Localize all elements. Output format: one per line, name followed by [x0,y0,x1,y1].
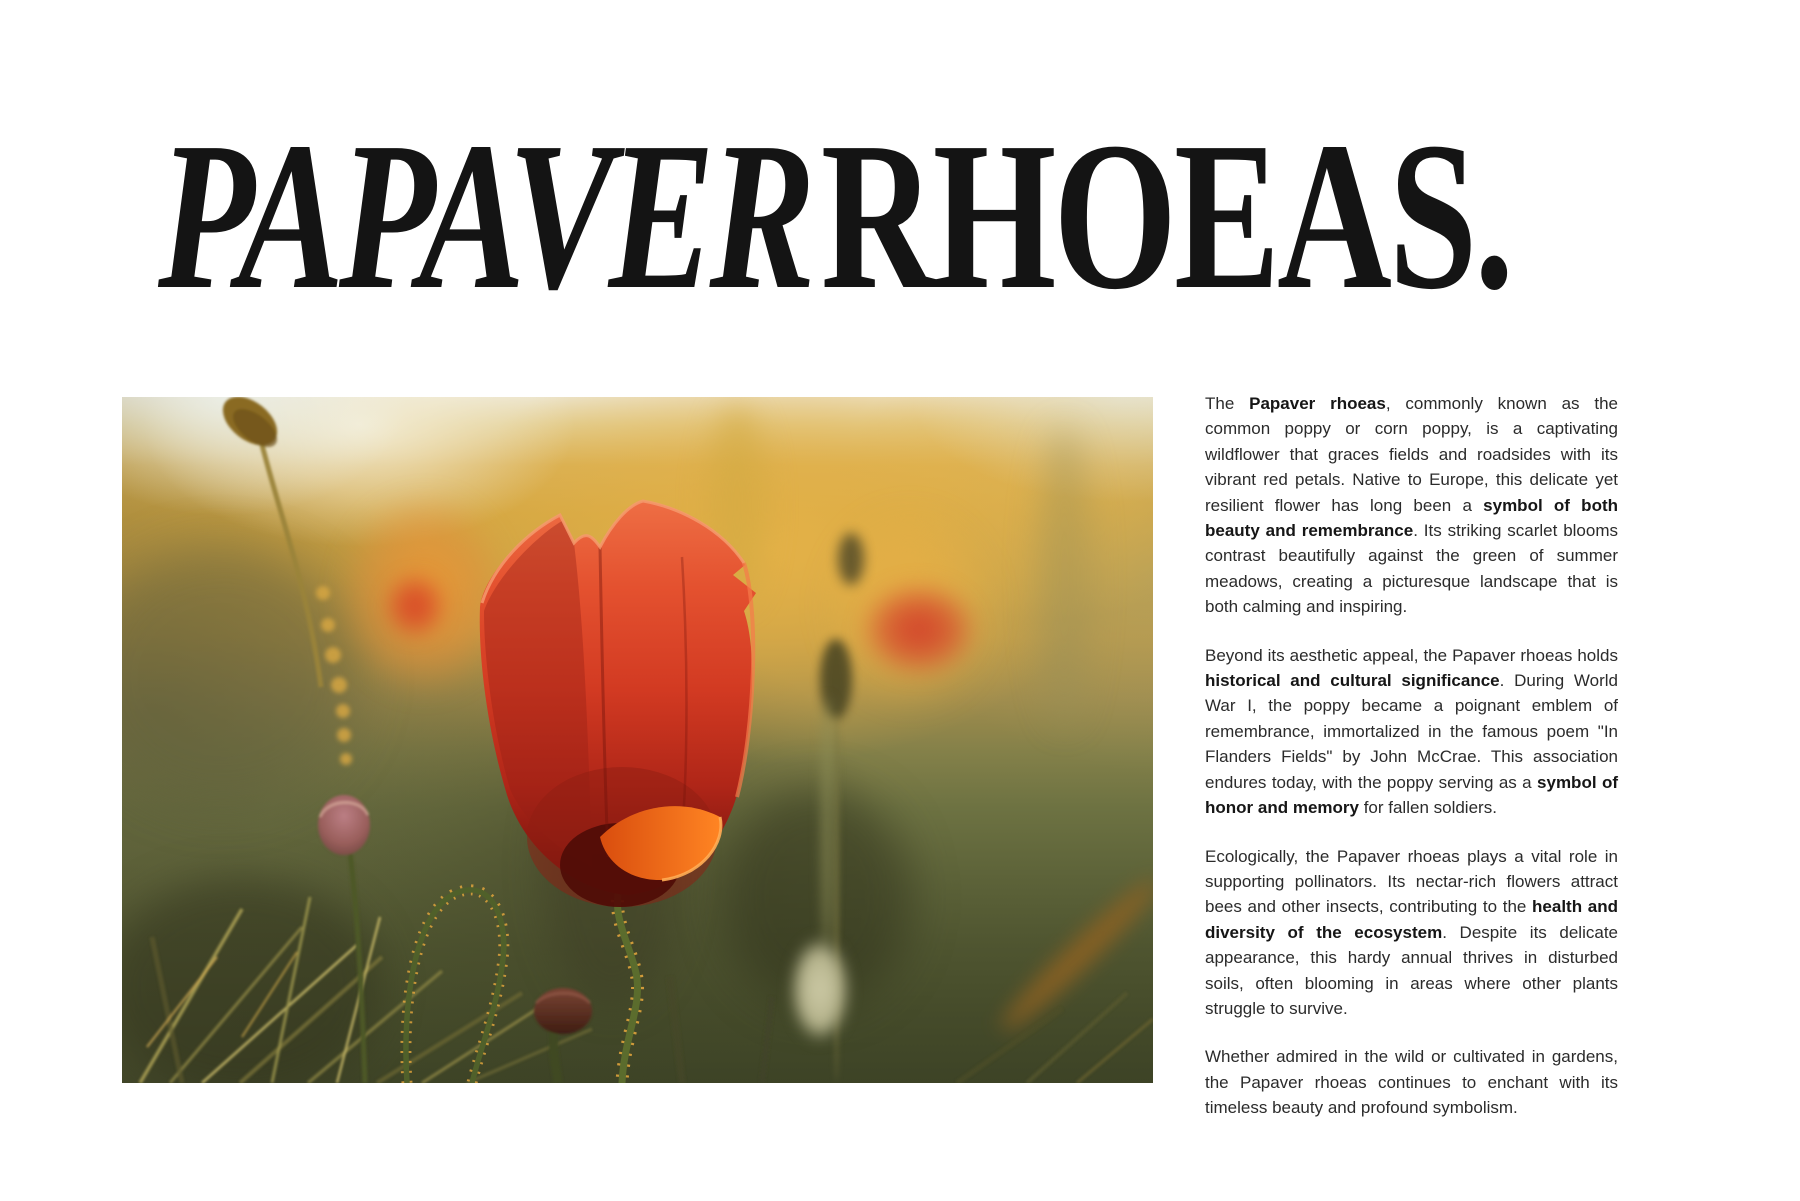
text-run: . During World War I, the poppy became a poignant emblem of remembrance, immortalized in the famous poem "In Flanders Fields" by John McCrae. This association endures today, with the poppy serving as a [1205,671,1618,792]
bold-phrase: historical and cultural significance [1205,671,1500,691]
article-text-column [1205,391,1618,1144]
text-run: for fallen soldiers. [1358,798,1497,818]
bold-phrase: Papaver rhoeas [1249,394,1386,413]
poppy-flower [480,501,756,907]
bold-phrase: health and diversity of the ecosystem [1205,897,1618,942]
article-paragraph [1205,391,1618,620]
page-title-genus: PAPAVER [158,98,811,333]
text-run: , commonly known as the common poppy or corn poppy, is a captivating wildflower that graces fields and roadsides with its vibrant red petals. Native to Europe, this delicate yet resilient flower has long been a [1205,394,1618,515]
bold-phrase: symbol of both beauty and remembrance [1205,495,1618,541]
text-run: Whether admired in the wild or cultivated in gardens, the Papaver rhoeas continues to enchant with its timeless beauty and profound symbolism. [1205,1047,1618,1118]
article-paragraph [1205,643,1618,821]
text-run: . Its striking scarlet blooms contrast beautifully against the green of summer meadows, creating a picturesque landscape that is both calming and inspiring. [1205,521,1618,617]
text-run: . Despite its delicate appearance, this hardy annual thrives in disturbed soils, often blooming in areas where other plants struggle to survive. [1205,922,1618,1018]
text-run: Beyond its aesthetic appeal, the Papaver rhoeas holds [1205,645,1618,665]
text-run: Ecologically, the Papaver rhoeas plays a vital role in supporting pollinators. Its nectar-rich flowers attract bees and other insects, contributing to the [1205,846,1618,917]
article-paragraph [1205,844,1618,1022]
article-paragraph [1205,1044,1618,1120]
poppy-bud-maroon [534,988,592,1083]
poppy-field-photo [122,397,1153,1083]
poppy-stem [617,889,637,1083]
poppy-bud-pink [318,795,370,1083]
page-title-species: RHOEAS. [820,98,1512,333]
page-title [158,98,1512,333]
text-run: The [1205,394,1250,413]
grass-blades [140,897,1153,1083]
poppy-bud-top-left [214,397,321,687]
bold-phrase: symbol of honor and memory [1205,772,1618,818]
photo-foreground [122,397,1153,1083]
